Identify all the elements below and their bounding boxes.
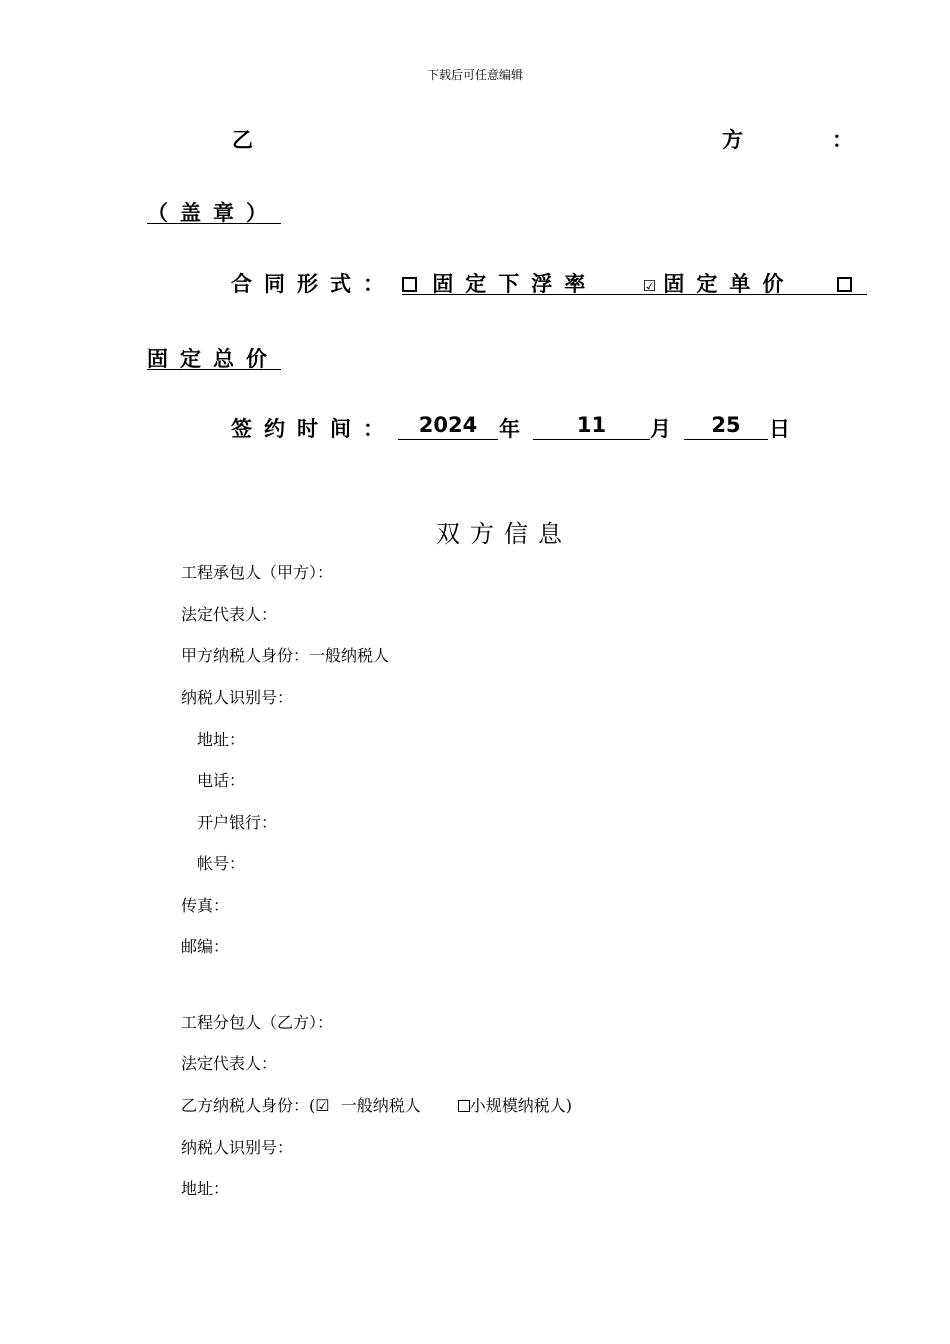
contract-form-options — [402, 268, 867, 295]
party-b-seal: （盖章） — [147, 197, 281, 224]
signing-day: 25 — [684, 413, 768, 440]
party-a-address: 地址： — [197, 730, 246, 749]
party-a-bank: 开户银行： — [197, 813, 278, 832]
signing-year: 2024 — [398, 413, 498, 440]
party-b-general-taxpayer: 一般纳税人 — [340, 1096, 421, 1115]
signing-label: 签约时间： — [231, 417, 396, 441]
contract-form-label: 合同形式： — [231, 272, 396, 296]
header-note: 下载后可任意编辑 — [426, 68, 523, 82]
party-a-legal-rep: 法定代表人： — [181, 605, 278, 624]
signing-year-unit: 年 — [499, 417, 520, 441]
party-b-colon: ： — [832, 128, 853, 152]
party-a-account: 帐号： — [197, 854, 246, 873]
option-fixed-unit-price: 固定单价 — [663, 272, 796, 296]
signing-month-unit: 月 — [650, 417, 671, 441]
checkbox-checked-icon[interactable]: ☑ — [315, 1096, 330, 1115]
section-title: 双方信息 — [436, 520, 572, 548]
party-a-contractor: 工程承包人（甲方）： — [181, 563, 334, 582]
party-b-subcontractor: 工程分包人（乙方）： — [181, 1013, 334, 1032]
party-b-tax-id: 纳税人识别号： — [181, 1138, 294, 1157]
party-a-phone: 电话： — [197, 771, 246, 790]
party-a-tax-id: 纳税人识别号： — [181, 688, 294, 707]
signing-day-unit: 日 — [769, 417, 790, 441]
party-b-label-char2: 方 — [722, 128, 743, 152]
option-fixed-total-price: 固定总价 — [147, 343, 281, 370]
checkbox-empty-icon[interactable] — [837, 277, 852, 292]
party-b-label-char1: 乙 — [232, 128, 253, 152]
party-a-taxpayer-status: 甲方纳税人身份：一般纳税人 — [181, 646, 390, 665]
party-b-address: 地址： — [181, 1179, 230, 1198]
option-fixed-discount: 固定下浮率 — [432, 272, 598, 296]
party-b-small-taxpayer: 小规模纳税人) — [469, 1096, 573, 1115]
signing-month: 11 — [533, 413, 650, 440]
party-a-postcode: 邮编： — [181, 937, 230, 956]
party-b-legal-rep: 法定代表人： — [181, 1054, 278, 1073]
checkbox-empty-icon[interactable] — [458, 1100, 470, 1112]
party-b-taxpayer-prefix: 乙方纳税人身份：( — [181, 1096, 316, 1115]
party-b-taxpayer-status — [181, 1093, 572, 1116]
checkbox-empty-icon[interactable] — [402, 277, 417, 292]
checkbox-checked-icon[interactable]: ☑ — [642, 277, 657, 295]
party-a-fax: 传真： — [181, 896, 230, 915]
